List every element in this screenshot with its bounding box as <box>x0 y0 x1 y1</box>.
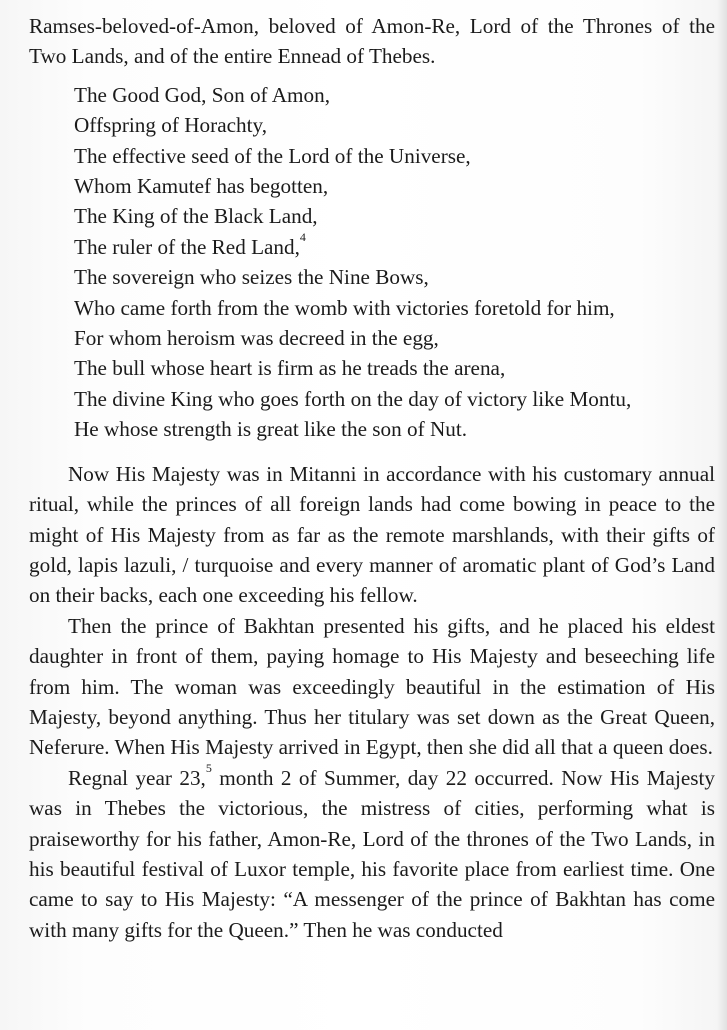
verse-line: The divine King who goes forth on the day of victory like Montu, <box>74 386 632 411</box>
verse-line: The effective seed of the Lord of the Universe, <box>74 143 471 168</box>
verse-line: Offspring of Horachty, <box>74 113 267 138</box>
paragraph-bakhtan-gifts: Then the prince of Bakhtan presented his gifts, and he placed his eldest daughter in front of them, paying homage to His Majesty and beseeching life from him. The woman was exceedingly beautiful in the estimation of His Majesty, beyond anything. Thus her titulary was set down as the Great Queen, Neferure. When His Majesty arrived in Egypt, then she did all that a queen does. <box>29 613 715 760</box>
paragraph-regnal-year <box>29 760 715 945</box>
verse-line: The sovereign who seizes the Nine Bows, <box>74 265 429 290</box>
verse-line: The Good God, Son of Amon, <box>74 82 331 107</box>
verse-line: He whose strength is great like the son of Nut. <box>74 417 468 442</box>
verse-line: The bull whose heart is firm as he treads the arena, <box>74 356 506 381</box>
paragraph-regnal-year-rest: month 2 of Summer, day 22 occurred. Now His Majesty was in Thebes the victorious, the mistress of cities, performing what is praiseworthy for his father, Amon-Re, Lord of the thrones of the Two Lands, in his beautiful festival of Luxor temple, his favorite place from earliest time. One came to say to His Majesty: “A messenger of the prince of Bakhtan has come with many gifts for the Queen.” Then he was conducted <box>29 765 715 942</box>
footnote-marker: 4 <box>299 229 306 244</box>
verse-line: For whom heroism was decreed in the egg, <box>74 326 439 351</box>
paragraph-regnal-year-start: Regnal year 23, <box>68 765 206 790</box>
verse-line: Whom Kamutef has begotten, <box>74 174 329 199</box>
intro-paragraph: Ramses-beloved-of-Amon, beloved of Amon-Re, Lord of the Thrones of the Two Lands, and of the entire Ennead of Thebes. <box>29 14 715 69</box>
verse-line: The King of the Black Land, <box>74 204 318 229</box>
page-edge-shadow <box>717 0 727 1030</box>
verse-block <box>29 80 715 445</box>
paragraph-mitanni: Now His Majesty was in Mitanni in accordance with his customary annual ritual, while the princes of all foreign lands had come bowing in peace to the might of His Majesty from as far as the remote marshlands, with their gifts of gold, lapis lazuli, / turquoise and every manner of aromatic plant of God’s Land on their backs, each one exceeding his fellow. <box>29 461 715 608</box>
verse-line: Who came forth from the womb with victories foretold for him, <box>74 295 615 320</box>
verse-line-with-footnote <box>74 229 715 262</box>
verse-line-text: The ruler of the Red Land, <box>74 234 300 259</box>
text-body <box>29 11 715 945</box>
footnote-marker: 5 <box>205 760 212 775</box>
